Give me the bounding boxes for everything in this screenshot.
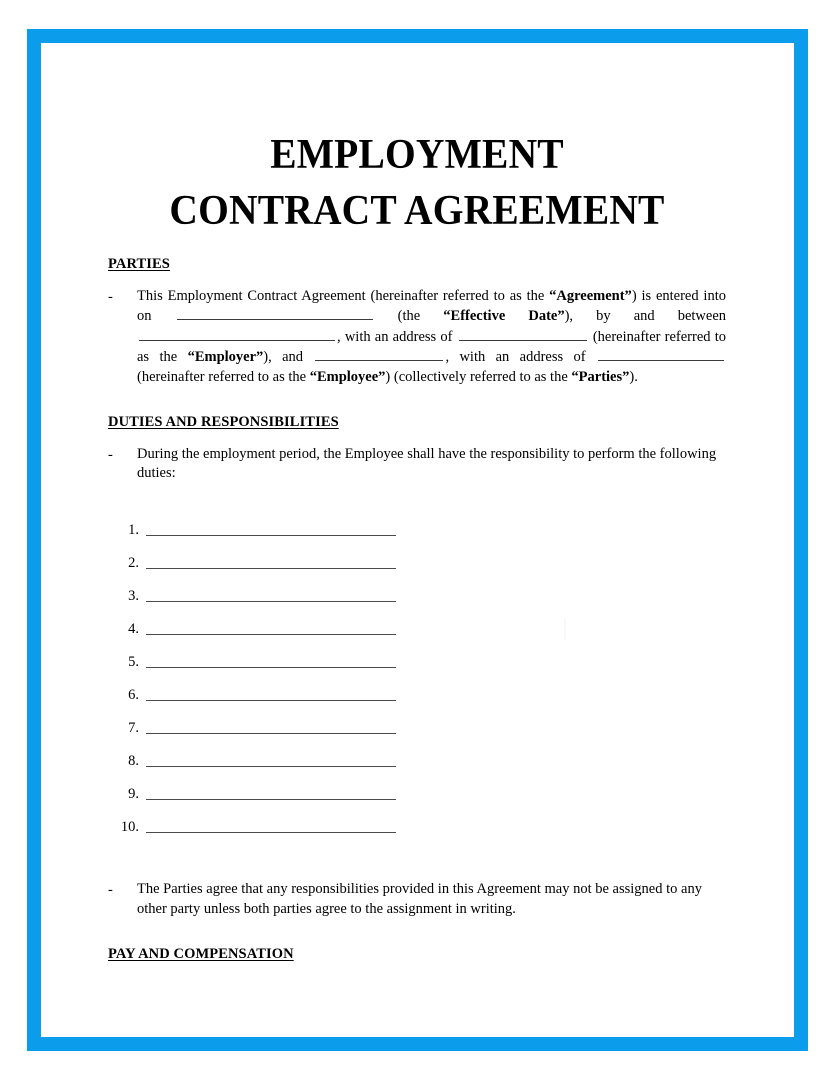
parties-text-part-8: , with an address of — [445, 349, 597, 366]
employer-address-blank[interactable] — [459, 327, 587, 341]
list-item — [108, 737, 726, 770]
parties-text-part-4: ), by and between — [564, 308, 727, 325]
duty-blank-10[interactable] — [146, 832, 396, 833]
duties-intro-text: During the employment period, the Employee shall have the responsibility to perform the following duties: — [137, 445, 717, 482]
section-heading-pay-and-compensation: PAY AND COMPENSATION — [108, 946, 294, 963]
parties-term-employee: “Employee” — [309, 368, 386, 385]
duty-blank-1[interactable] — [146, 535, 396, 536]
duty-blank-9[interactable] — [146, 799, 396, 800]
section-heading-duties-and-responsibilities: DUTIES AND RESPONSIBILITIES — [108, 413, 339, 430]
document-title-line-1: EMPLOYMENT — [270, 132, 564, 178]
parties-text-part-6: (hereinafter referred to as the — [137, 328, 726, 366]
duty-blank-3[interactable] — [146, 601, 396, 602]
section-heading-parties: PARTIES — [108, 255, 170, 272]
list-item-number: 9. — [128, 785, 139, 802]
parties-text-part-5: , with an address of — [337, 328, 457, 345]
text-caret-artifact — [564, 618, 566, 640]
assignment-clause — [108, 880, 726, 919]
list-item-number: 7. — [128, 719, 139, 736]
duty-blank-6[interactable] — [146, 700, 396, 701]
duty-blank-2[interactable] — [146, 568, 396, 569]
document-title-line-2: CONTRACT AGREEMENT — [169, 187, 665, 234]
list-item — [108, 770, 726, 803]
list-item-number: 8. — [128, 752, 139, 769]
list-item — [108, 572, 726, 605]
effective-date-blank[interactable] — [177, 306, 373, 320]
page-blue-border-frame — [27, 29, 808, 1051]
list-item-number: 1. — [128, 521, 139, 538]
parties-term-effective-date: “Effective Date” — [443, 308, 565, 325]
duty-blank-7[interactable] — [146, 733, 396, 734]
bullet-dash-icon: - — [108, 288, 113, 305]
parties-text-part-9: (hereinafter referred to as the — [137, 368, 310, 385]
list-item — [108, 638, 726, 671]
list-item — [108, 506, 726, 539]
list-item-number: 10. — [120, 818, 139, 835]
parties-text-part-7: ), and — [263, 349, 314, 366]
list-item-number: 4. — [128, 620, 139, 637]
assignment-clause-text: The Parties agree that any responsibilities provided in this Agreement may not be assigned to any other party unless both parties agree to the assignment in writing. — [137, 881, 702, 917]
parties-text-part-10: ) (collectively referred to as the — [385, 368, 572, 385]
parties-clause — [108, 287, 726, 388]
duty-blank-5[interactable] — [146, 667, 396, 668]
list-item — [108, 803, 726, 836]
list-item — [108, 671, 726, 704]
list-item-number: 6. — [128, 686, 139, 703]
employee-address-blank[interactable] — [598, 347, 724, 361]
list-item — [108, 539, 726, 572]
bullet-dash-icon: - — [108, 882, 113, 899]
list-item-number: 3. — [128, 587, 139, 604]
duties-numbered-list — [108, 506, 726, 836]
list-item — [108, 605, 726, 638]
duties-intro-clause — [108, 445, 726, 484]
document-body — [108, 128, 726, 963]
list-item-number: 2. — [128, 554, 139, 571]
duty-blank-4[interactable] — [146, 634, 396, 635]
parties-text-part-1: This Employment Contract Agreement (hereinafter referred to as the — [137, 287, 550, 304]
employee-name-blank[interactable] — [315, 347, 443, 361]
employer-name-blank[interactable] — [139, 327, 335, 341]
list-item — [108, 704, 726, 737]
document-page-sheet — [41, 43, 794, 1037]
document-title — [127, 128, 708, 240]
parties-clause-text — [137, 287, 726, 388]
parties-term-employer: “Employer” — [187, 349, 264, 366]
duty-blank-8[interactable] — [146, 766, 396, 767]
parties-text-part-3: (the — [374, 308, 444, 325]
parties-term-agreement: “Agreement” — [549, 287, 632, 304]
list-item-number: 5. — [128, 653, 139, 670]
bullet-dash-icon: - — [108, 446, 113, 463]
parties-text-part-11: ). — [629, 368, 638, 385]
parties-term-parties: “Parties” — [571, 368, 630, 385]
parties-text-part-2: ) is entered into on — [137, 287, 726, 325]
